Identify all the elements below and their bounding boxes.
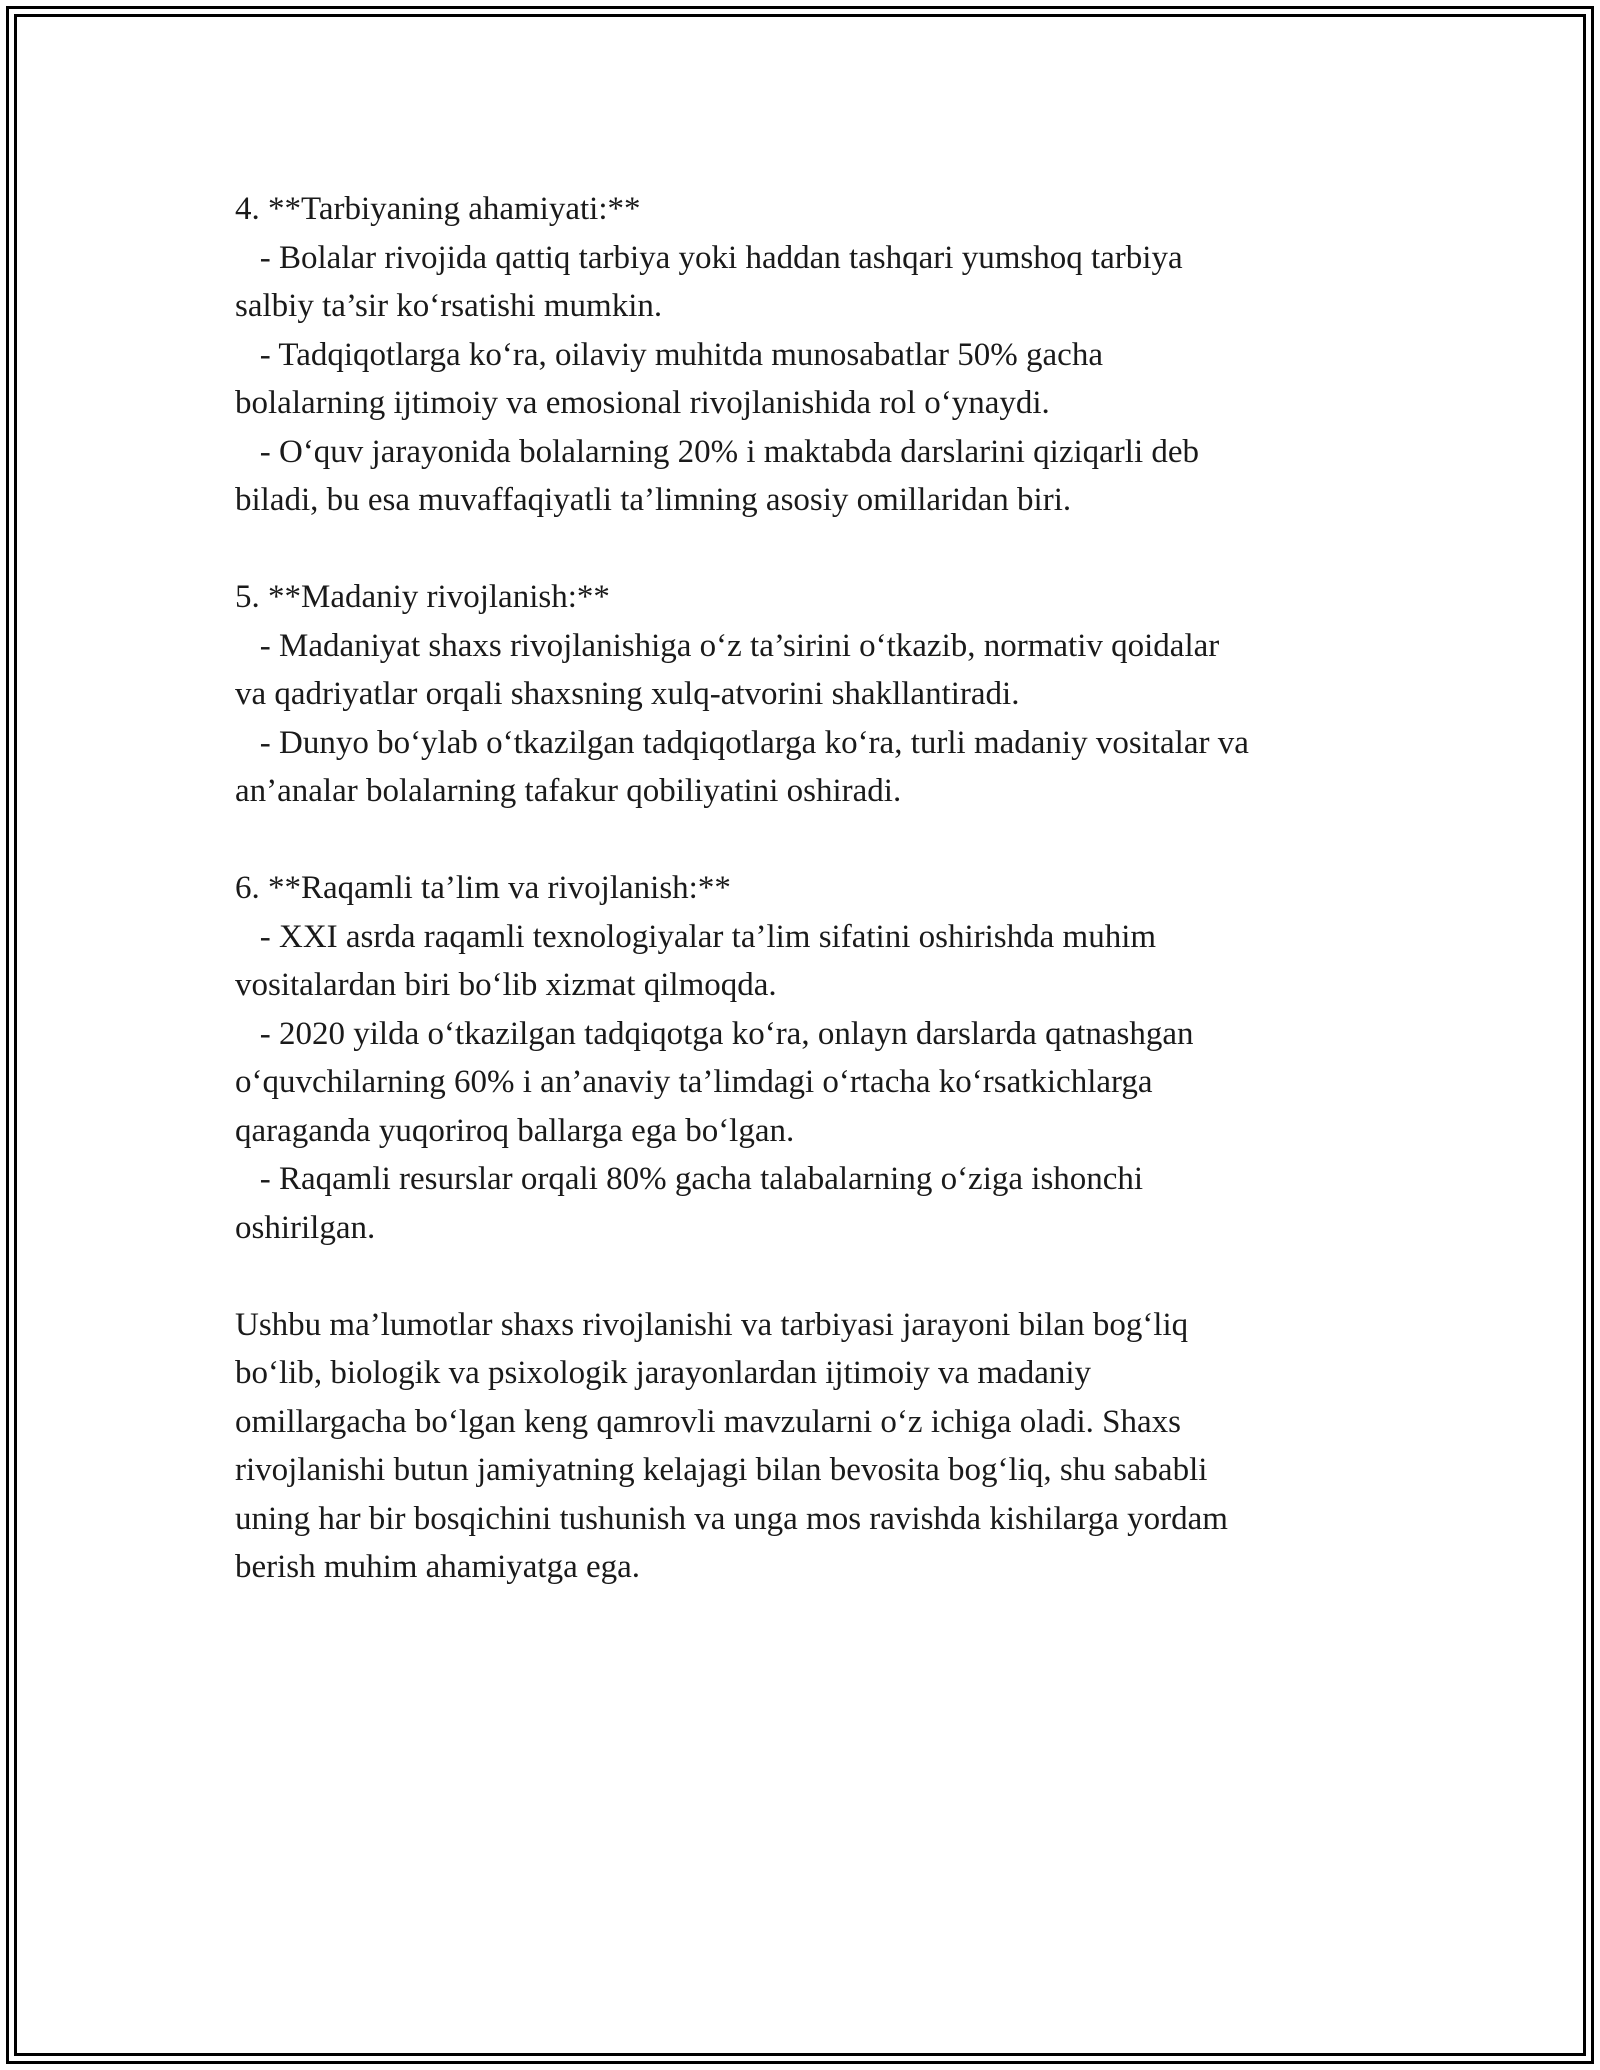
text-line: - Bolalar rivojida qattiq tarbiya yoki haddan tashqari yumshoq tarbiya [235,239,1183,276]
text-line: - O‘quv jarayonida bolalarning 20% i maktabda darslarini qiziqarli deb [235,433,1200,470]
text-line: - Madaniyat shaxs rivojlanishiga o‘z ta’sirini o‘tkazib, normativ qoidalar [235,627,1220,664]
text-line: - 2020 yilda o‘tkazilgan tadqiqotga ko‘ra, onlayn darslarda qatnashgan [235,1015,1194,1052]
section-tarbiyaning-ahamiyati [235,185,1395,525]
document-body [235,185,1395,1592]
section-heading: 6. **Raqamli ta’lim va rivojlanish:** [235,870,731,906]
text-line: vositalardan biri bo‘lib xizmat qilmoqda. [235,967,777,1003]
text-line: qaraganda yuqoriroq ballarga ega bo‘lgan. [235,1112,795,1149]
text-line: - Tadqiqotlarga ko‘ra, oilaviy muhitda munosabatlar 50% gacha [235,336,1103,373]
section-heading: 4. **Tarbiyaning ahamiyati:** [235,191,641,227]
text-line: uning har bir bosqichini tushunish va unga mos ravishda kishilarga yordam [235,1500,1228,1537]
text-line: - Dunyo bo‘ylab o‘tkazilgan tadqiqotlarga ko‘ra, turli madaniy vositalar va [235,724,1249,761]
text-line: rivojlanishi butun jamiyatning kelajagi bilan bevosita bog‘liq, shu sababli [235,1452,1208,1488]
text-line: va qadriyatlar orqali shaxsning xulq-atvorini shakllantiradi. [235,676,1020,712]
text-line: o‘quvchilarning 60% i an’anaviy ta’limdagi o‘rtacha ko‘rsatkichlarga [235,1064,1153,1100]
paragraph-gap [235,816,1395,865]
text-line: berish muhim ahamiyatga ega. [235,1549,641,1585]
paragraph-gap [235,1252,1395,1301]
text-line: an’analar bolalarning tafakur qobiliyatini oshiradi. [235,773,902,809]
section-raqamli-talim [235,864,1395,1252]
text-line: salbiy ta’sir ko‘rsatishi mumkin. [235,288,663,324]
text-line: oshirilgan. [235,1209,376,1246]
text-line: Ushbu ma’lumotlar shaxs rivojlanishi va tarbiyasi jarayoni bilan bog‘liq [235,1306,1189,1343]
text-line: bo‘lib, biologik va psixologik jarayonlardan ijtimoiy va madaniy [235,1355,1092,1391]
text-line: - XXI asrda raqamli texnologiyalar ta’lim sifatini oshirishda muhim [235,918,1157,955]
text-line: biladi, bu esa muvaffaqiyatli ta’limning asosiy omillaridan biri. [235,482,1072,518]
section-heading: 5. **Madaniy rivojlanish:** [235,579,610,615]
text-line: bolalarning ijtimoiy va emosional rivojlanishida rol o‘ynaydi. [235,385,1050,421]
text-line: omillargacha bo‘lgan keng qamrovli mavzularni o‘z ichiga oladi. Shaxs [235,1403,1182,1440]
paragraph-gap [235,525,1395,574]
section-conclusion [235,1301,1395,1592]
section-madaniy-rivojlanish [235,573,1395,816]
text-line: - Raqamli resurslar orqali 80% gacha talabalarning o‘ziga ishonchi [235,1161,1144,1197]
